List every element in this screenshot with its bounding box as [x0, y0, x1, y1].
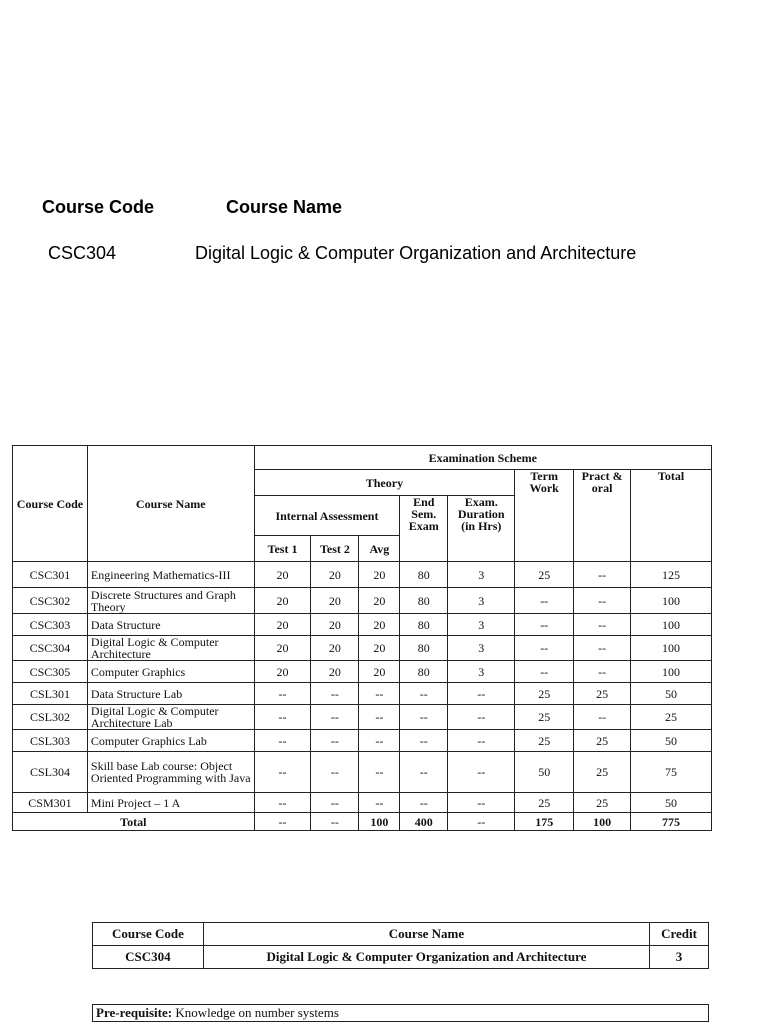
header-total: Total [631, 470, 712, 562]
header-course-code: Course Code [13, 446, 88, 562]
course-code-cell: CSM301 [13, 793, 88, 813]
score-cell: 25 [574, 730, 631, 752]
header-theory: Theory [254, 470, 515, 496]
course-code-heading: Course Code [42, 197, 155, 217]
course-name-cell: Skill base Lab course: Object Oriented Programming with Java [87, 752, 254, 793]
score-cell: 25 [515, 705, 574, 730]
score-cell: -- [400, 705, 448, 730]
score-cell: -- [574, 636, 631, 661]
score-cell: -- [448, 730, 515, 752]
score-cell: -- [254, 705, 311, 730]
table-row [13, 683, 712, 705]
examination-scheme-table [12, 445, 712, 831]
score-cell: -- [359, 793, 400, 813]
score-cell: -- [311, 730, 359, 752]
score-cell: 50 [631, 793, 712, 813]
course-name-cell: Mini Project – 1 A [87, 793, 254, 813]
table-row [13, 614, 712, 636]
course-name-value: Digital Logic & Computer Organization and Architecture [195, 243, 637, 263]
course-name-cell: Computer Graphics Lab [87, 730, 254, 752]
score-cell: -- [574, 705, 631, 730]
score-cell: 20 [359, 562, 400, 588]
header-internal-assessment: Internal Assessment [254, 496, 400, 536]
table-row [13, 752, 712, 793]
table-row [13, 588, 712, 614]
course-code-value: CSC304 [48, 243, 117, 263]
score-cell: -- [311, 705, 359, 730]
score-cell: 20 [254, 614, 311, 636]
score-cell: -- [400, 730, 448, 752]
score-cell: 20 [359, 614, 400, 636]
score-cell: 25 [515, 562, 574, 588]
table-row [13, 636, 712, 661]
score-cell: 25 [515, 730, 574, 752]
total-cell: 775 [631, 813, 712, 831]
score-cell: 80 [400, 588, 448, 614]
score-cell: 50 [515, 752, 574, 793]
score-cell: -- [448, 793, 515, 813]
score-cell: 20 [254, 588, 311, 614]
course-code-cell: CSL302 [13, 705, 88, 730]
score-cell: -- [400, 793, 448, 813]
score-cell: 25 [515, 793, 574, 813]
score-cell: 80 [400, 614, 448, 636]
course-code-cell: CSL301 [13, 683, 88, 705]
score-cell: 20 [359, 636, 400, 661]
score-cell: -- [359, 730, 400, 752]
table-row [13, 562, 712, 588]
score-cell: 100 [631, 614, 712, 636]
score-cell: -- [254, 752, 311, 793]
course-code-cell: CSC301 [13, 562, 88, 588]
score-cell: -- [254, 683, 311, 705]
score-cell: -- [574, 614, 631, 636]
course-code-header: Course Code [93, 923, 204, 946]
score-cell: -- [448, 683, 515, 705]
course-code-cell: CSL304 [13, 752, 88, 793]
course-name-cell: Digital Logic & Computer Organization and Architecture [203, 946, 649, 969]
score-cell: 80 [400, 636, 448, 661]
score-cell: -- [515, 614, 574, 636]
score-cell: 20 [311, 614, 359, 636]
score-cell: 3 [448, 588, 515, 614]
course-name-cell: Digital Logic & Computer Architecture Lab [87, 705, 254, 730]
total-cell: -- [254, 813, 311, 831]
score-cell: 20 [254, 636, 311, 661]
total-row [13, 813, 712, 831]
header-term-work: Term Work [515, 470, 574, 562]
table-row [13, 705, 712, 730]
score-cell: -- [515, 636, 574, 661]
course-name-cell: Computer Graphics [87, 661, 254, 683]
header-exam-duration: Exam. Duration (in Hrs) [448, 496, 515, 562]
score-cell: -- [574, 562, 631, 588]
score-cell: 20 [311, 562, 359, 588]
score-cell: -- [515, 661, 574, 683]
total-label: Total [13, 813, 255, 831]
score-cell: 20 [254, 661, 311, 683]
credit-cell: 3 [650, 946, 709, 969]
total-cell: -- [448, 813, 515, 831]
total-cell: 400 [400, 813, 448, 831]
header-test-1: Test 1 [254, 536, 311, 562]
score-cell: 25 [515, 683, 574, 705]
score-cell: 3 [448, 661, 515, 683]
header-avg: Avg [359, 536, 400, 562]
score-cell: 20 [254, 562, 311, 588]
header-examination-scheme: Examination Scheme [254, 446, 711, 470]
score-cell: 100 [631, 588, 712, 614]
course-name-cell: Engineering Mathematics-III [87, 562, 254, 588]
total-cell: 100 [574, 813, 631, 831]
score-cell: -- [448, 705, 515, 730]
score-cell: -- [400, 683, 448, 705]
course-name-cell: Discrete Structures and Graph Theory [87, 588, 254, 614]
score-cell: 3 [448, 636, 515, 661]
score-cell: -- [311, 793, 359, 813]
score-cell: 80 [400, 562, 448, 588]
score-cell: 125 [631, 562, 712, 588]
score-cell: 50 [631, 730, 712, 752]
score-cell: -- [359, 683, 400, 705]
course-name-cell: Data Structure Lab [87, 683, 254, 705]
score-cell: 75 [631, 752, 712, 793]
prerequisite-text: Knowledge on number systems [172, 1005, 339, 1020]
course-code-cell: CSC302 [13, 588, 88, 614]
total-cell: 100 [359, 813, 400, 831]
score-cell: 25 [574, 752, 631, 793]
course-credit-table [92, 922, 709, 969]
prerequisite-table [92, 1004, 709, 1022]
score-cell: -- [574, 661, 631, 683]
score-cell: 25 [574, 793, 631, 813]
header-course-name: Course Name [87, 446, 254, 562]
score-cell: -- [515, 588, 574, 614]
credit-header: Credit [650, 923, 709, 946]
table-row [13, 793, 712, 813]
total-cell: 175 [515, 813, 574, 831]
course-code-cell: CSC304 [13, 636, 88, 661]
score-cell: -- [448, 752, 515, 793]
course-name-cell: Data Structure [87, 614, 254, 636]
score-cell: 20 [311, 661, 359, 683]
score-cell: 20 [311, 636, 359, 661]
score-cell: -- [254, 730, 311, 752]
header-end-sem-exam: End Sem. Exam [400, 496, 448, 562]
score-cell: -- [311, 752, 359, 793]
course-code-cell: CSL303 [13, 730, 88, 752]
prerequisite-cell [93, 1005, 709, 1022]
total-cell: -- [311, 813, 359, 831]
course-name-heading: Course Name [226, 197, 343, 217]
prerequisite-label: Pre-requisite: [96, 1005, 173, 1020]
table-row [13, 661, 712, 683]
header-test-2: Test 2 [311, 536, 359, 562]
score-cell: 20 [359, 588, 400, 614]
score-cell: -- [359, 705, 400, 730]
course-name-cell: Digital Logic & Computer Architecture [87, 636, 254, 661]
header-pract-oral: Pract & oral [574, 470, 631, 562]
score-cell: -- [574, 588, 631, 614]
score-cell: 20 [311, 588, 359, 614]
score-cell: -- [254, 793, 311, 813]
score-cell: -- [400, 752, 448, 793]
course-code-cell: CSC304 [93, 946, 204, 969]
score-cell: 3 [448, 562, 515, 588]
score-cell: 25 [631, 705, 712, 730]
score-cell: -- [311, 683, 359, 705]
course-code-cell: CSC303 [13, 614, 88, 636]
score-cell: 80 [400, 661, 448, 683]
score-cell: -- [359, 752, 400, 793]
score-cell: 3 [448, 614, 515, 636]
table-row [13, 730, 712, 752]
course-name-header: Course Name [203, 923, 649, 946]
score-cell: 100 [631, 661, 712, 683]
score-cell: 20 [359, 661, 400, 683]
course-code-cell: CSC305 [13, 661, 88, 683]
score-cell: 50 [631, 683, 712, 705]
score-cell: 100 [631, 636, 712, 661]
score-cell: 25 [574, 683, 631, 705]
